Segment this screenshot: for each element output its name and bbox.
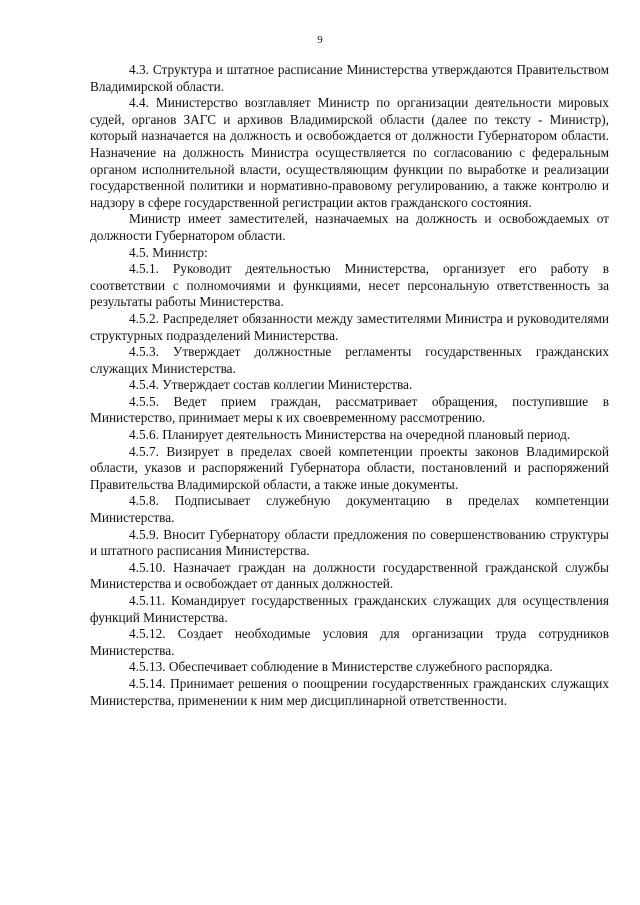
paragraph-4-5: 4.5. Министр: xyxy=(129,244,208,260)
page-number: 9 xyxy=(317,34,323,46)
paragraph-4-5-3: 4.5.3. Утверждает должностные регламенты государственных гражданских служащих Министерства. xyxy=(90,344,609,376)
paragraph-4-5-6: 4.5.6. Планирует деятельность Министерства на очередной плановый период. xyxy=(129,427,571,443)
paragraph-4-5-1: 4.5.1. Руководит деятельностью Министерства, организует его работу в соответствии с полномочиями и функциями, несет персональную ответственность за результаты работы Министерства. xyxy=(90,261,609,310)
paragraph-4-5-7: 4.5.7. Визирует в пределах своей компетенции проекты законов Владимирской области, указов и распоряжений Губернатора области, постановлений и распоряжений Правительства Владимирской области, а также иные документы. xyxy=(90,443,609,492)
paragraph-4-5-8: 4.5.8. Подписывает служебную документацию в пределах компетенции Министерства. xyxy=(90,493,609,526)
paragraph-4-5-10: 4.5.10. Назначает граждан на должности государственной гражданской службы Министерства и освобождает от данных должностей. xyxy=(90,559,609,592)
paragraph-4-5-2: 4.5.2. Распределяет обязанности между заместителями Министра и руководителями структурных подразделений Министерства. xyxy=(90,310,609,343)
paragraph-4-4: 4.4. Министерство возглавляет Министр по организации деятельности мировых судей, органов ЗАГС и архивов Владимирской области (далее по тексту - Министр), который назначается на должность и освобождается от должности Губернатором области. Назначение на должность Министра осуществляется по согласованию с федеральным органом исполнительной власти, осуществляющим функции по выработке и реализации государственной политики и нормативно-правовому регулированию, а также контролю и надзору в сфере государственной регистрации актов гражданского состояния. xyxy=(90,95,609,210)
paragraph-4-5-11: 4.5.11. Командирует государственных гражданских служащих для осуществления функций Министерства. xyxy=(90,593,609,625)
paragraph-minister-deputies: Министр имеет заместителей, назначаемых на должность и освобождаемых от должности Губернатором области. xyxy=(90,211,609,243)
paragraph-4-5-13: 4.5.13. Обеспечивает соблюдение в Министерстве служебного распорядка. xyxy=(129,659,553,675)
paragraph-4-5-12: 4.5.12. Создает необходимые условия для организации труда сотрудников Министерства. xyxy=(90,626,609,658)
paragraph-4-5-4: 4.5.4. Утверждает состав коллегии Министерства. xyxy=(129,377,413,393)
document-body xyxy=(90,62,609,709)
paragraph-4-5-14: 4.5.14. Принимает решения о поощрении государственных гражданских служащих Министерства, применении к ним мер дисциплинарной ответственности. xyxy=(90,675,609,708)
paragraph-4-5-5: 4.5.5. Ведет прием граждан, рассматривает обращения, поступившие в Министерство, принимает меры к их своевременному рассмотрению. xyxy=(90,393,609,426)
paragraph-4-3: 4.3. Структура и штатное расписание Министерства утверждаются Правительством Владимирской области. xyxy=(90,62,609,94)
paragraph-4-5-9: 4.5.9. Вносит Губернатору области предложения по совершенствованию структуры и штатного расписания Министерства. xyxy=(90,526,609,559)
